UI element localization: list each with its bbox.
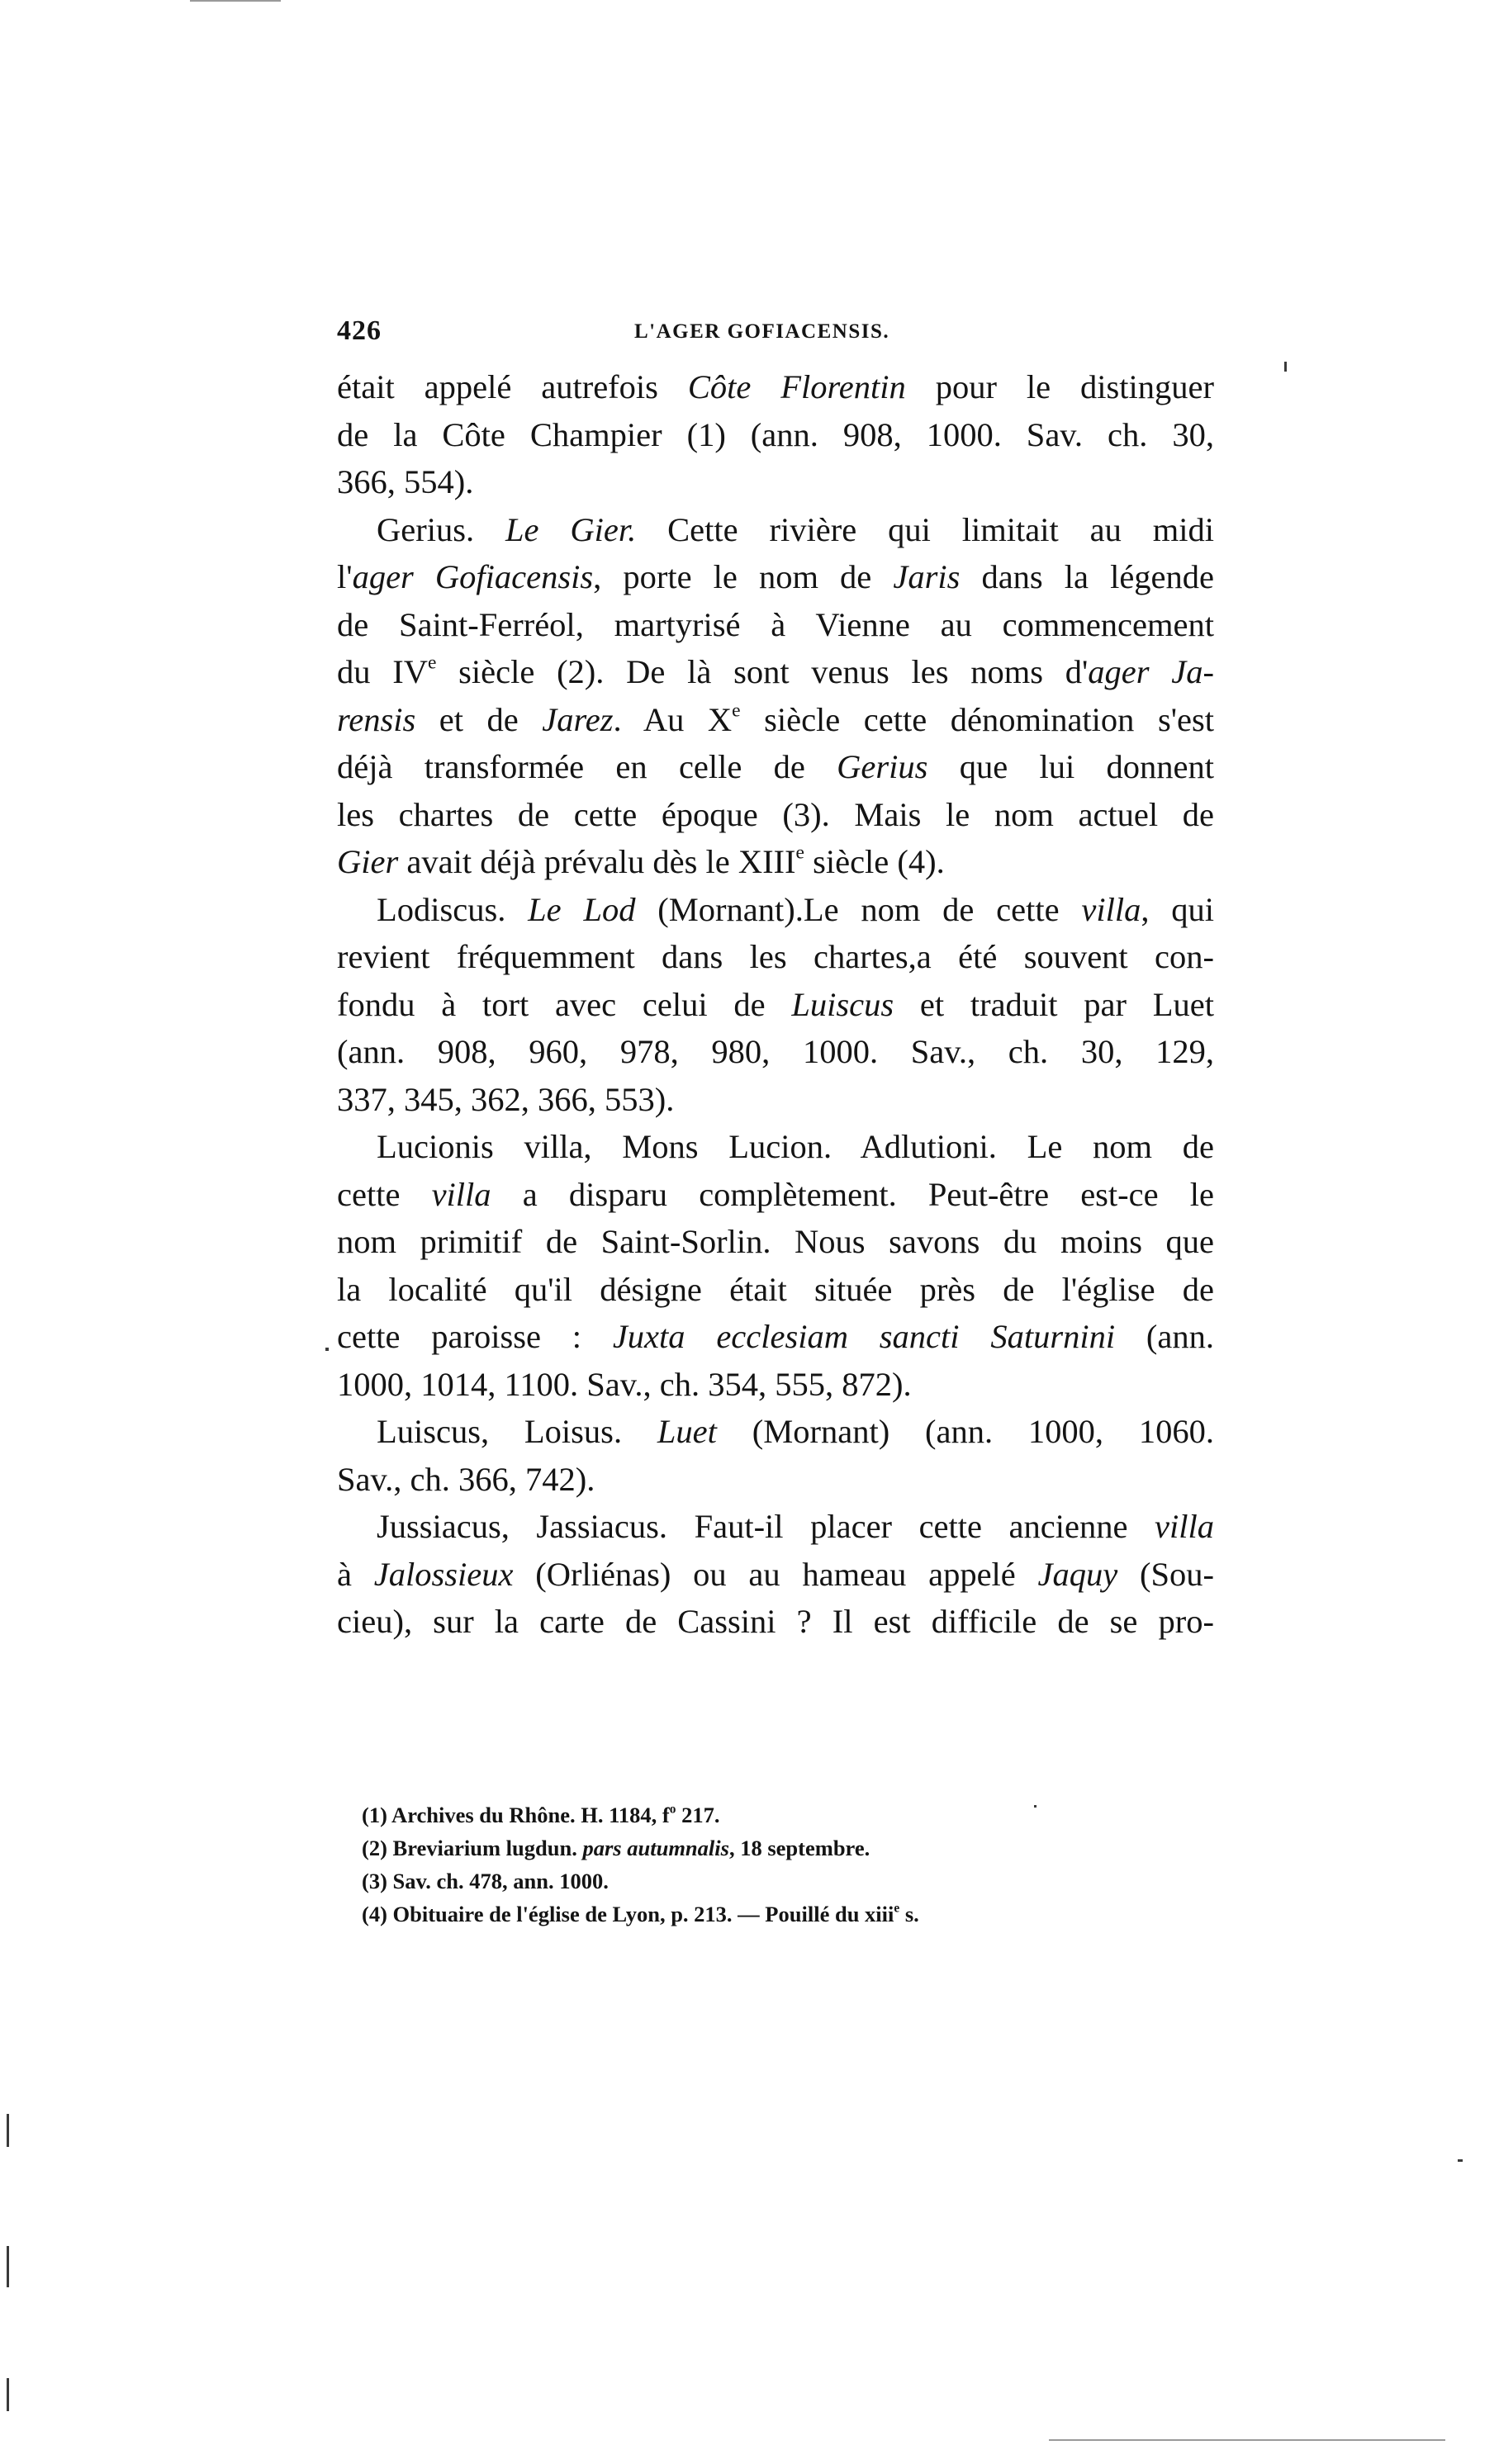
- italic-run: Le Lod: [528, 890, 636, 928]
- italic-run: Jarez: [542, 700, 614, 738]
- italic-run: villa: [1155, 1508, 1214, 1545]
- text-run: (ann. 908, 960, 978, 980, 1000. Sav., ch. 30, 129,: [337, 1033, 1214, 1070]
- text-run: (Mornant) (ann. 1000, 1060.: [716, 1413, 1214, 1450]
- scan-speck: [325, 1348, 329, 1351]
- text-run: l': [337, 558, 353, 595]
- text-run: et de: [415, 700, 543, 738]
- text-run: Lodiscus.: [377, 890, 529, 928]
- text-run: fondu à tort avec celui de: [337, 985, 792, 1023]
- italic-run: villa: [1081, 890, 1141, 928]
- scan-speck: [7, 2114, 9, 2147]
- text-run: que lui donnent: [927, 748, 1214, 785]
- italic-run: ager Gofiacensis: [352, 558, 594, 595]
- text-run: Gerius.: [377, 510, 505, 548]
- text-run: , 18 septembre.: [728, 1836, 870, 1860]
- scan-speck: [1458, 2159, 1463, 2162]
- text-line: [337, 981, 1214, 1029]
- text-run: Sav., ch. 366, 742).: [337, 1460, 595, 1498]
- text-run: du IV: [337, 653, 428, 690]
- text-run: siècle (4).: [804, 843, 945, 880]
- text-line: [337, 1361, 1214, 1409]
- text-run: déjà transformée en celle de: [337, 748, 837, 785]
- italic-run: Gerius: [837, 748, 928, 785]
- text-run: et traduit par Luet: [894, 985, 1214, 1023]
- text-run: Jussiacus, Jassiacus. Faut-il placer cette ancienne: [377, 1508, 1155, 1545]
- text-line: [337, 1598, 1214, 1646]
- text-line: [337, 648, 1214, 696]
- body-text: [337, 363, 1214, 1646]
- text-run: revient fréquemment dans les chartes,a été souvent con-: [337, 938, 1214, 975]
- text-run: (ann.: [1115, 1318, 1214, 1355]
- scan-edge-mark: [190, 0, 281, 2]
- italic-run: Jalossieux: [373, 1555, 514, 1593]
- scan-speck: [1034, 1805, 1036, 1808]
- italic-run: Le Gier.: [505, 510, 637, 548]
- italic-run: Juxta ecclesiam sancti Saturnini: [612, 1318, 1116, 1355]
- text-line: [337, 1218, 1214, 1266]
- italic-run: Luiscus: [791, 985, 894, 1023]
- text-line: [337, 1313, 1214, 1361]
- text-line: [337, 1028, 1214, 1076]
- text-line: [337, 1076, 1214, 1124]
- scan-edge-mark: [1049, 2439, 1445, 2441]
- text-run: dans la légende: [960, 558, 1215, 595]
- text-line: [337, 743, 1214, 791]
- text-run: (Mornant).Le nom de cette: [635, 890, 1082, 928]
- text-line: [337, 1266, 1214, 1314]
- text-run: Lucionis villa, Mons Lucion. Adlutioni. Le nom de: [377, 1128, 1214, 1165]
- text-line: [337, 791, 1214, 839]
- italic-run: Jaquy: [1037, 1555, 1118, 1593]
- paragraph-start-jussiacus: [337, 1503, 1214, 1551]
- superscript: e: [894, 1901, 900, 1916]
- paragraph-start-luiscus: [337, 1408, 1214, 1456]
- running-title: L'AGER GOFIACENSIS.: [634, 320, 890, 343]
- text-run: cette: [337, 1175, 432, 1213]
- text-run: siècle cette dénomination s'est: [740, 700, 1214, 738]
- paragraph-start-gerius: [337, 506, 1214, 554]
- italic-run: rensis: [337, 700, 416, 738]
- paragraph-start-lucionis: [337, 1123, 1214, 1171]
- text-line: [337, 1171, 1214, 1219]
- superscript: e: [732, 699, 741, 721]
- footnote-2: [362, 1831, 1155, 1865]
- text-run: cieu), sur la carte de Cassini ? Il est difficile de se pro-: [337, 1603, 1214, 1640]
- text-run: 1000, 1014, 1100. Sav., ch. 354, 555, 872).: [337, 1365, 912, 1403]
- text-line: [337, 696, 1214, 744]
- footnote-4: [362, 1898, 1155, 1931]
- text-line: [337, 1551, 1214, 1599]
- superscript: e: [427, 652, 437, 674]
- text-run: pour le distinguer: [905, 368, 1214, 405]
- text-run: (Orliénas) ou au hameau appelé: [513, 1555, 1038, 1593]
- text-run: de Saint-Ferréol, martyrisé à Vienne au commencement: [337, 605, 1214, 643]
- text-run: (Sou-: [1117, 1555, 1215, 1593]
- text-run: . Au X: [613, 700, 733, 738]
- text-run: les chartes de cette époque (3). Mais le nom actuel de: [337, 795, 1214, 833]
- text-line: [337, 1456, 1214, 1504]
- text-run: nom primitif de Saint-Sorlin. Nous savons du moins que: [337, 1223, 1214, 1260]
- text-run: (2) Breviarium lugdun.: [362, 1836, 583, 1860]
- paragraph-start-lodiscus: [337, 886, 1214, 934]
- text-run: (1) Archives du Rhône. H. 1184, f: [362, 1803, 670, 1827]
- italic-run: Gier: [337, 843, 399, 880]
- text-line: [337, 363, 1214, 411]
- text-line: [337, 458, 1214, 506]
- superscript: o: [669, 1802, 676, 1817]
- italic-run: pars autumnalis: [582, 1836, 729, 1860]
- page-number: 426: [337, 315, 382, 346]
- scan-speck: [1284, 362, 1287, 372]
- text-line: [337, 411, 1214, 459]
- text-run: 366, 554).: [337, 463, 474, 500]
- text-run: à: [337, 1555, 374, 1593]
- text-run: était appelé autrefois: [337, 368, 688, 405]
- page-header: [337, 315, 1212, 357]
- italic-run: villa: [431, 1175, 491, 1213]
- italic-run: ager Ja-: [1088, 653, 1214, 690]
- text-line: [337, 553, 1214, 601]
- italic-run: Luet: [657, 1413, 717, 1450]
- text-run: , qui: [1141, 890, 1214, 928]
- text-run: a disparu complètement. Peut-être est-ce le: [491, 1175, 1214, 1213]
- text-run: 217.: [676, 1803, 720, 1827]
- footnote-1: [362, 1798, 1155, 1831]
- scan-speck: [7, 2246, 9, 2287]
- text-run: s.: [899, 1902, 919, 1926]
- text-run: de la Côte Champier (1) (ann. 908, 1000. Sav. ch. 30,: [337, 415, 1214, 453]
- text-line: [337, 838, 1214, 886]
- text-run: (4) Obituaire de l'église de Lyon, p. 213. — Pouillé du xiii: [362, 1902, 894, 1926]
- text-run: Luiscus, Loisus.: [377, 1413, 657, 1450]
- superscript: e: [795, 841, 804, 864]
- text-line: [337, 933, 1214, 981]
- text-run: siècle (2). De là sont venus les noms d': [436, 653, 1089, 690]
- footnote-3: [362, 1865, 1155, 1898]
- footnotes: [362, 1798, 1155, 1931]
- text-run: 337, 345, 362, 366, 553).: [337, 1080, 675, 1118]
- text-run: Cette rivière qui limitait au midi: [636, 510, 1214, 548]
- text-run: la localité qu'il désigne était située près de l'église de: [337, 1270, 1214, 1308]
- text-line: [337, 601, 1214, 649]
- text-run: cette paroisse :: [337, 1318, 613, 1355]
- text-run: avait déjà prévalu dès le XIII: [398, 843, 796, 880]
- scan-speck: [7, 2378, 9, 2411]
- italic-run: Côte Florentin: [687, 368, 906, 405]
- italic-run: Jaris: [893, 558, 961, 595]
- text-run: , porte le nom de: [593, 558, 894, 595]
- text-run: (3) Sav. ch. 478, ann. 1000.: [362, 1869, 609, 1893]
